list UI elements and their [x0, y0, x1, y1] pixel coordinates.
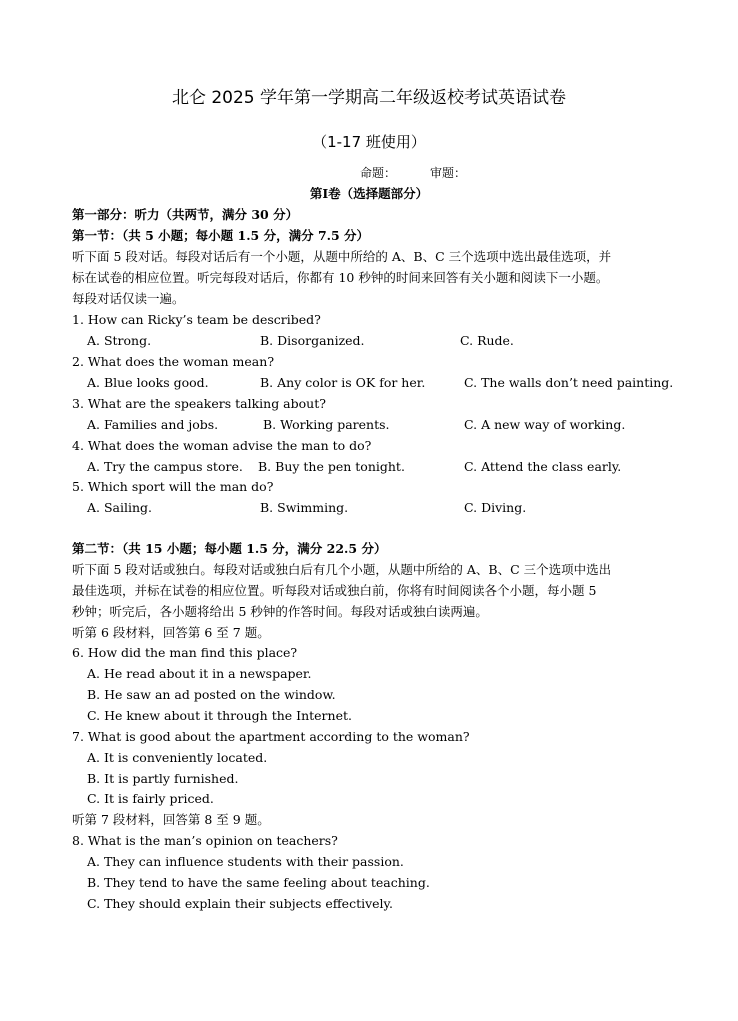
option-c: C. A new way of working. [464, 417, 626, 432]
option-c: C. He knew about it through the Internet. [87, 708, 352, 723]
part1-heading: 第一部分：听力（共两节，满分 30 分） [72, 207, 299, 222]
reviewer-label: 审题： [430, 166, 467, 180]
question-text: 1. How can Ricky’s team be described? [72, 312, 321, 327]
question-text: 2. What does the woman mean? [72, 354, 275, 369]
option-c: C. Rude. [460, 333, 514, 348]
option-b: B. It is partly furnished. [87, 771, 239, 786]
material-note: 听第 7 段材料，回答第 8 至 9 题。 [72, 812, 270, 827]
question-text: 5. Which sport will the man do? [72, 479, 274, 494]
option-b: B. Buy the pen tonight. [258, 459, 405, 474]
option-b: B. Working parents. [263, 417, 390, 432]
option-a: A. Try the campus store. [87, 459, 243, 474]
question-text: 8. What is the man’s opinion on teachers? [72, 833, 338, 848]
option-b: B. Any color is OK for her. [260, 375, 426, 390]
option-b: B. They tend to have the same feeling about teaching. [87, 875, 430, 890]
option-a: A. Blue looks good. [87, 375, 209, 390]
section1-instruction: 标在试卷的相应位置。听完每段对话后，你都有 10 秒钟的时间来回答有关小题和阅读下一小题。 [72, 270, 609, 285]
option-b: B. Disorganized. [260, 333, 365, 348]
option-b: B. He saw an ad posted on the window. [87, 687, 336, 702]
section1-heading: 第一节：（共 5 小题；每小题 1.5 分，满分 7.5 分） [72, 228, 370, 243]
material-note: 听第 6 段材料，回答第 6 至 7 题。 [72, 625, 270, 640]
option-a: A. They can influence students with their passion. [87, 854, 404, 869]
section2-heading: 第二节：（共 15 小题；每小题 1.5 分，满分 22.5 分） [72, 541, 387, 556]
section2-instruction: 秒钟；听完后，各小题将给出 5 秒钟的作答时间。每段对话或独白读两遍。 [72, 604, 488, 619]
author-label: 命题： [360, 166, 397, 180]
option-a: A. Sailing. [87, 500, 153, 515]
section2-instruction: 最佳选项，并标在试卷的相应位置。听每段对话或独白前，你将有时间阅读各个小题，每小题 5 [72, 583, 597, 598]
option-a: A. Families and jobs. [87, 417, 219, 432]
option-c: C. It is fairly priced. [87, 791, 214, 806]
option-c: C. Attend the class early. [464, 459, 622, 474]
section2-instruction: 听下面 5 段对话或独白。每段对话或独白后有几个小题，从题中所给的 A、B、C 三个选项中选出 [72, 562, 612, 577]
option-a: A. He read about it in a newspaper. [87, 666, 312, 681]
option-c: C. They should explain their subjects effectively. [87, 896, 393, 911]
question-text: 7. What is good about the apartment according to the woman? [72, 729, 470, 744]
section1-instruction: 听下面 5 段对话。每段对话后有一个小题，从题中所给的 A、B、C 三个选项中选出最佳选项，并 [72, 249, 612, 264]
question-text: 3. What are the speakers talking about? [72, 396, 326, 411]
section1-instruction: 每段对话仅读一遍。 [72, 291, 185, 306]
class-usage-note: （1-17 班使用） [312, 133, 426, 151]
option-c: C. The walls don’t need painting. [464, 375, 674, 390]
option-a: A. It is conveniently located. [87, 750, 268, 765]
option-c: C. Diving. [464, 500, 527, 515]
question-text: 4. What does the woman advise the man to do? [72, 438, 372, 453]
exam-title: 北仑 2025 学年第一学期高二年级返校考试英语试卷 [171, 88, 567, 108]
option-b: B. Swimming. [260, 500, 349, 515]
option-a: A. Strong. [87, 333, 152, 348]
volume-title: 第Ⅰ卷（选择题部分） [309, 186, 429, 201]
question-text: 6. How did the man find this place? [72, 645, 298, 660]
